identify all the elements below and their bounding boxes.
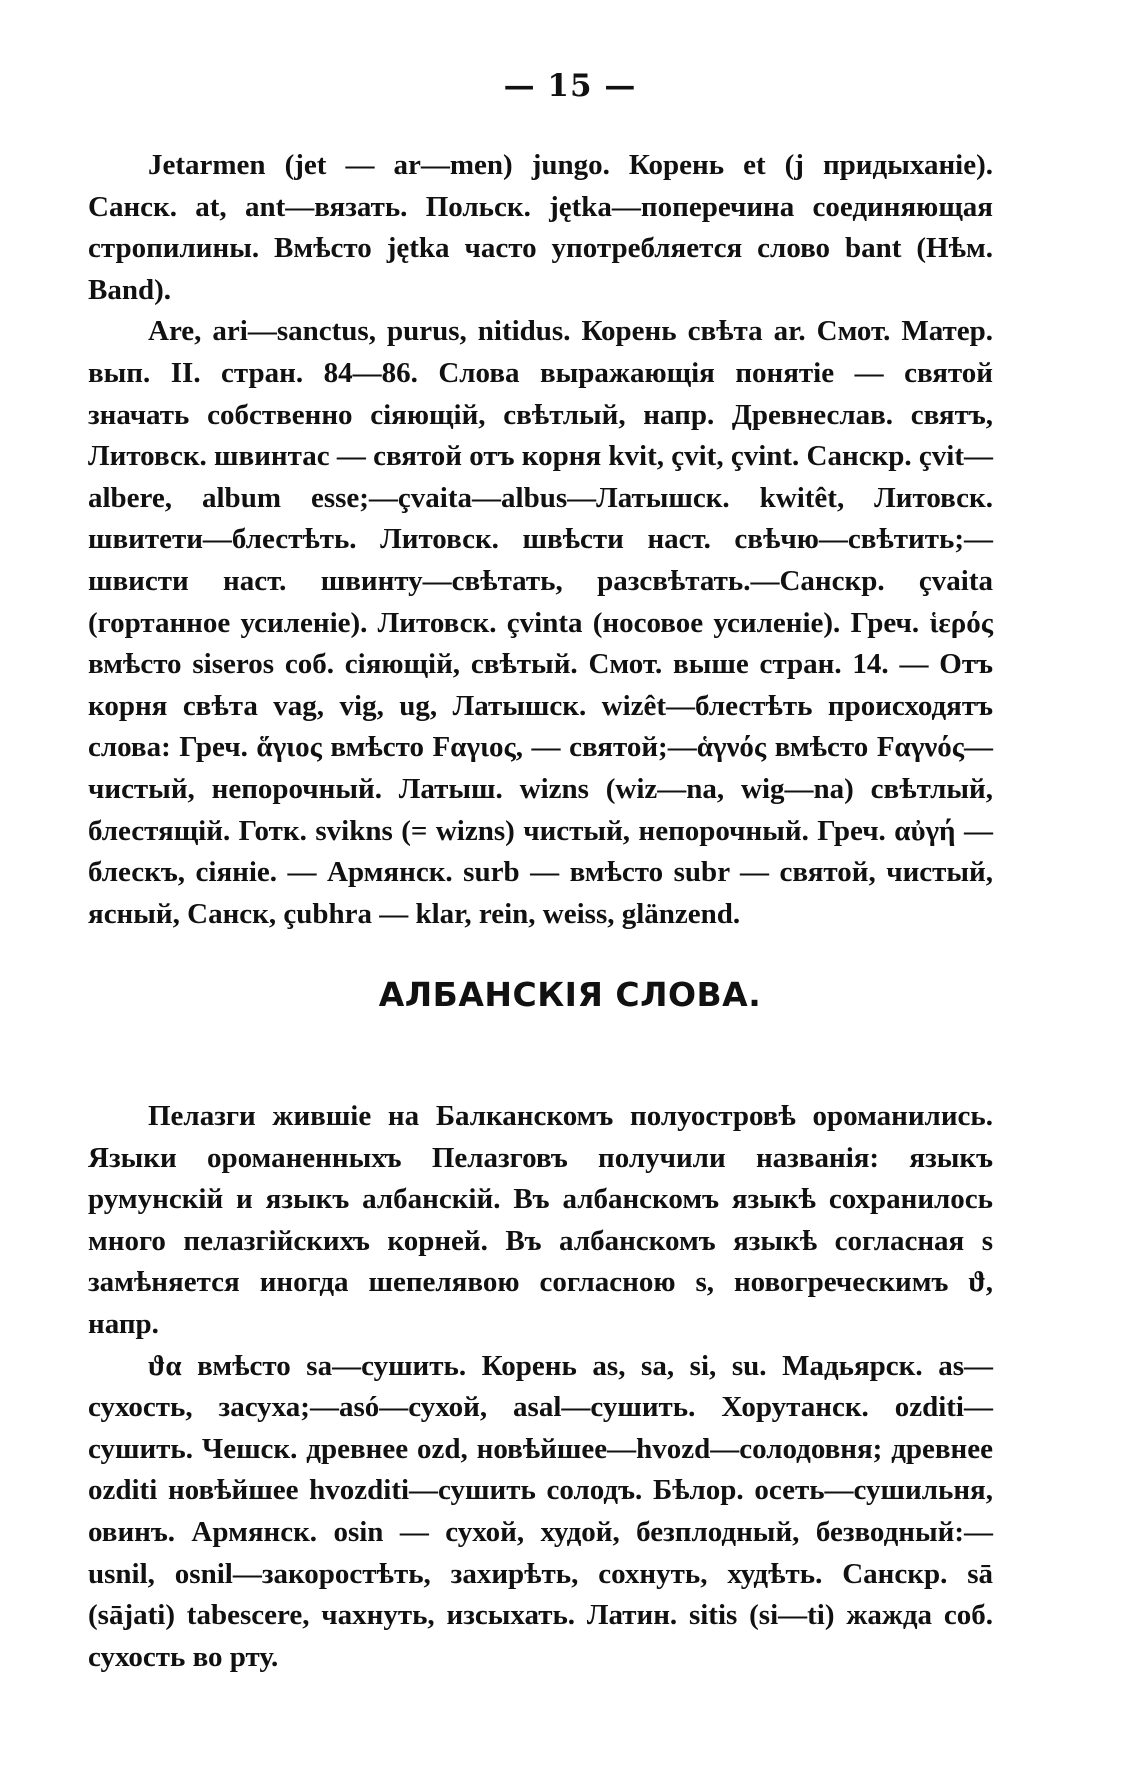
page-number: — 15 — (503, 68, 637, 104)
intro-paragraph: Пелазги жившіе на Балканскомъ полуостровѣ ороманились. Языки ороманенныхъ Пелазговъ получили названія: языкъ румунскій и языкъ албанскій. Въ албанскомъ языкѣ сохранилось много пелазгійскихъ корней. Въ албанскомъ языкѣ согласная s замѣняется иногда шепелявою согласною s, новогреческимъ ϑ, напр. (88, 1100, 993, 1340)
albanian-words-section (88, 1096, 993, 1678)
entries-section (88, 145, 993, 935)
entry-paragraph-tha: ϑα вмѣсто sa—сушить. Корень as, sa, si, su. Мадьярск. as—сухость, засуха;—asó—сухой, asal—сушить. Хорутанск. ozditi—сушить. Чешск. древнее ozd, новѣйшее—hvozd—солодовня; древнее ozditi новѣйшее hvozditi—сушить солодъ. Бѣлор. осеть—сушильня, овинъ. Армянск. osin — сухой, худой, безплодный, безводный:—usnil, osnil—закоростѣть, захирѣть, сохнуть, худѣть. Санскр. sā (sājati) tabescere, чахнуть, изсыхать. Латин. sitis (si—ti) жажда соб. сухость во рту. (88, 1349, 993, 1673)
entry-paragraph-jetarmen: Jetarmen (jet — ar—men) jungo. Корень et (j придыханіе). Санск. at, ant—вязать. Польск. jętka—поперечина соединяющая стропилины. Вмѣсто jętka часто употребляется слово bant (Нѣм. Band). (88, 149, 993, 306)
section-heading: АЛБАНСКІЯ СЛОВА. (378, 975, 762, 1014)
entry-paragraph-are: Are, ari—sanctus, purus, nitidus. Корень свѣта ar. Смот. Матер. вып. II. стран. 84—86. Слова выражающія понятіе — святой значать собственно сіяющій, свѣтлый, напр. Древнеслав. святъ, Литовск. швинтас — святой отъ корня kvit, çvit, çvint. Санскр. çvit—albere, album esse;—çvaita—albus—Латышск. kwitêt, Литовск. швитети—блестѣть. Литовск. швѣсти наст. свѣчю—свѣтить;—швисти наст. швинту—свѣтать, разсвѣтать.—Санскр. çvaita (гортанное усиленіе). Литовск. çvinta (носовое усиленіе). Греч. ἱερός вмѣсто siseros соб. сіяющій, свѣтый. Смот. выше стран. 14. — Отъ корня свѣта vag, vig, ug, Латышск. wizêt—блестѣть происходятъ слова: Греч. ἅγιος вмѣсто Fαγιος, — святой;—ἁγνός вмѣсто Fαγνός—чистый, непорочный. Латыш. wizns (wiz—na, wig—na) свѣтлый, блестящій. Готк. sviknѕ (= wizns) чистый, непорочный. Греч. αὐγή — блескъ, сіяніе. — Армянск. surb — вмѣсто subr — святой, чистый, ясный, Санск, çubhra — klar, rein, weiss, glänzend. (88, 315, 993, 930)
